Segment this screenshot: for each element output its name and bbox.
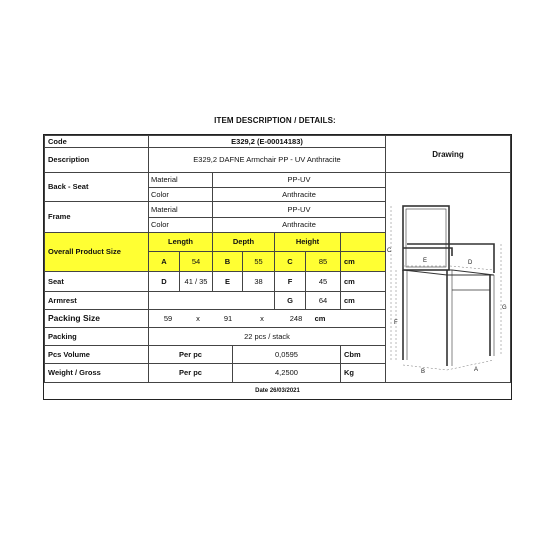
packing-size-x1: x <box>196 313 200 323</box>
drawing-label-c: C <box>387 248 392 254</box>
armrest-blank <box>148 291 275 310</box>
packing-size-v1: 59 <box>163 313 173 323</box>
packing-size-label: Packing Size <box>44 309 149 328</box>
d-letter: D <box>148 271 180 292</box>
pcs-volume-unit: Cbm <box>340 345 386 364</box>
drawing-panel <box>385 135 511 383</box>
e-value: 38 <box>242 271 275 292</box>
packing-size-x2: x <box>260 313 264 323</box>
item-details-sheet <box>43 134 512 400</box>
frame-material-label: Material <box>148 201 213 218</box>
date-stamp: Date 26/03/2021 <box>255 388 300 394</box>
c-value: 85 <box>305 251 341 272</box>
back-seat-material-label: Material <box>148 172 213 188</box>
frame-color: Anthracite <box>212 217 386 233</box>
packing-size-v3: 248 <box>289 313 303 323</box>
chair-armrest <box>403 248 452 256</box>
depth-header: Depth <box>212 232 275 252</box>
seat-label: Seat <box>44 271 149 292</box>
pcs-volume-label: Pcs Volume <box>44 345 149 364</box>
code-label: Code <box>44 135 149 148</box>
packing-label: Packing <box>44 327 149 346</box>
a-value: 54 <box>179 251 213 272</box>
a-letter: A <box>148 251 180 272</box>
packing-size-unit: cm <box>314 313 326 323</box>
description-value: E329,2 DAFNE Armchair PP - UV Anthracite <box>148 147 386 173</box>
seat-unit: cm <box>340 271 386 292</box>
drawing-label-e: E <box>423 258 428 264</box>
b-value: 55 <box>242 251 275 272</box>
pcs-volume-value: 0,0595 <box>232 345 341 364</box>
armrest-label: Armrest <box>44 291 149 310</box>
armrest-unit: cm <box>340 291 386 310</box>
back-seat-color-label: Color <box>148 187 213 202</box>
drawing-label-g: G <box>502 305 507 311</box>
d-value: 41 / 35 <box>179 271 213 292</box>
frame-material: PP-UV <box>212 201 386 218</box>
height-header: Height <box>274 232 341 252</box>
drawing-label-f: F <box>394 320 398 326</box>
overall-unit: cm <box>340 251 386 272</box>
drawing-label-d: D <box>468 260 473 266</box>
page-title: ITEM DESCRIPTION / DETAILS: <box>214 116 336 125</box>
description-label: Description <box>44 147 149 173</box>
packing-value: 22 pcs / stack <box>148 327 386 346</box>
b-letter: B <box>212 251 243 272</box>
pcs-volume-per: Per pc <box>148 345 233 364</box>
g-value: 64 <box>305 291 341 310</box>
weight-per: Per pc <box>148 363 233 383</box>
back-seat-material: PP-UV <box>212 172 386 188</box>
drawing-label-a: A <box>474 367 479 373</box>
weight-value: 4,2500 <box>232 363 341 383</box>
code-value: E329,2 (E-00014183) <box>148 135 386 148</box>
weight-label: Weight / Gross <box>44 363 149 383</box>
overall-blank <box>340 232 386 252</box>
f-value: 45 <box>305 271 341 292</box>
overall-size-label: Overall Product Size <box>44 232 149 272</box>
drawing-header: Drawing <box>386 136 510 173</box>
frame-label: Frame <box>44 201 149 233</box>
packing-size-v2: 91 <box>223 313 233 323</box>
c-letter: C <box>274 251 306 272</box>
g-letter: G <box>274 291 306 310</box>
back-seat-label: Back - Seat <box>44 172 149 202</box>
weight-unit: Kg <box>340 363 386 383</box>
frame-color-label: Color <box>148 217 213 233</box>
chair-drawing <box>386 173 510 382</box>
e-letter: E <box>212 271 243 292</box>
back-seat-color: Anthracite <box>212 187 386 202</box>
f-letter: F <box>274 271 306 292</box>
length-header: Length <box>148 232 213 252</box>
drawing-label-b: B <box>421 369 426 375</box>
